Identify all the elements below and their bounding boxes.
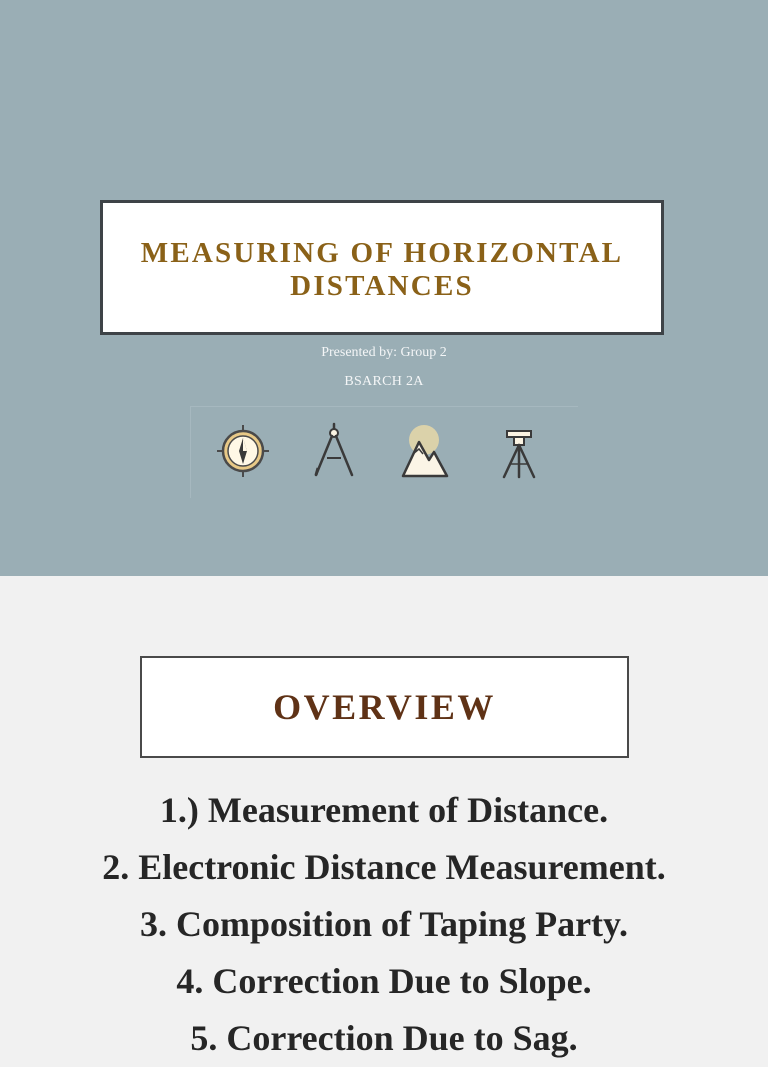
presenter-text: Presented by: Group 2 <box>321 345 447 360</box>
list-item: 2. Electronic Distance Measurement. <box>102 847 666 887</box>
compass-icon <box>208 416 278 486</box>
title-box <box>100 200 664 335</box>
slide-title: MEASURING OF HORIZONTAL DISTANCES <box>140 236 624 302</box>
overview-list <box>0 782 768 1067</box>
overview-heading: OVERVIEW <box>273 687 496 727</box>
list-item: 4. Correction Due to Slope. <box>176 961 592 1001</box>
list-item: 5. Correction Due to Sag. <box>190 1018 578 1058</box>
mountain-icon <box>389 416 459 486</box>
overview-heading-box <box>140 656 629 758</box>
surveying-tripod-icon <box>484 416 554 486</box>
class-text: BSARCH 2A <box>344 374 424 389</box>
list-item: 3. Composition of Taping Party. <box>139 904 629 944</box>
drafting-compass-icon <box>299 416 369 486</box>
list-item: 1.) Measurement of Distance. <box>159 790 609 830</box>
overview-slide <box>0 576 768 1058</box>
